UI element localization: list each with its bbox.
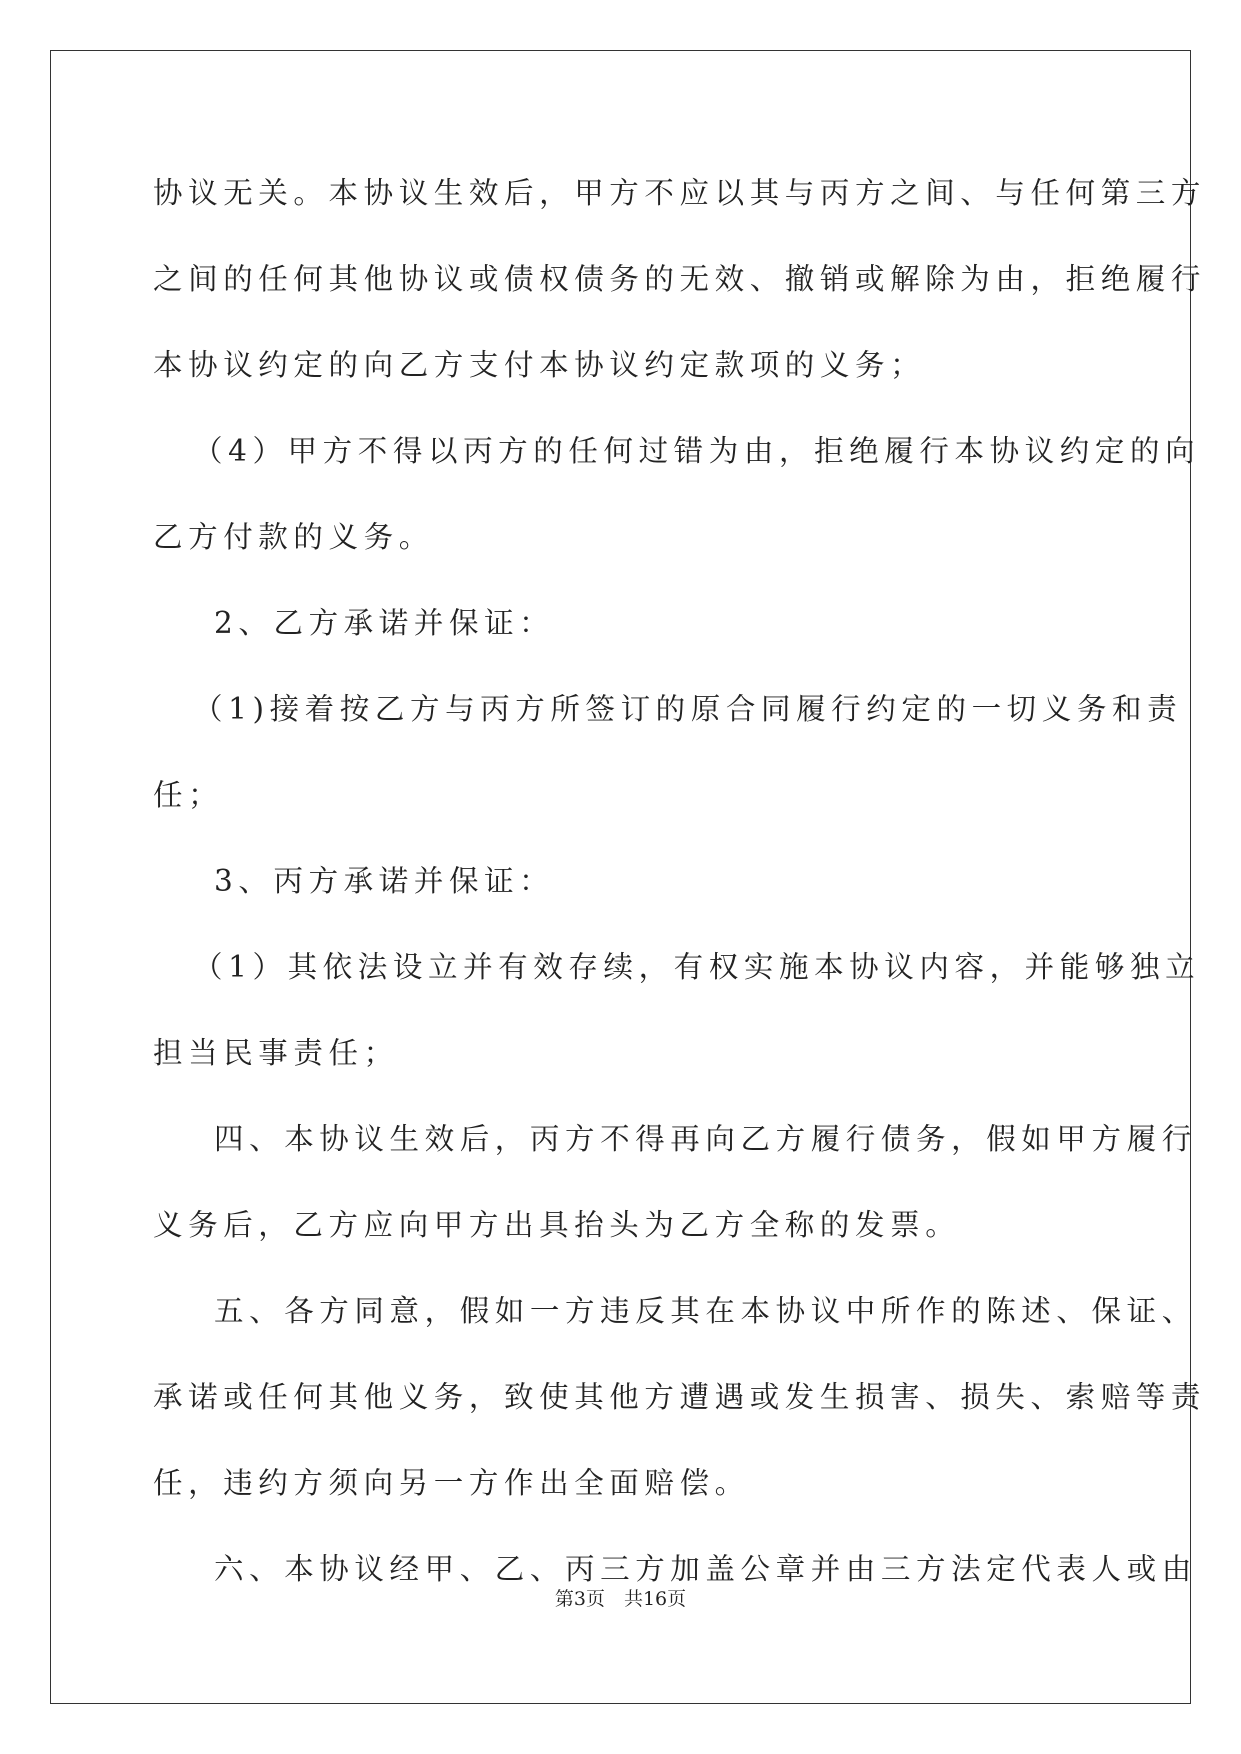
text-line: 之间的任何其他协议或债权债务的无效、撤销或解除为由，拒绝履行 [153, 262, 1207, 296]
text-line: 乙方付款的义务。 [153, 520, 434, 554]
text-line: 担当民事责任； [153, 1036, 399, 1070]
text-line: 六、本协议经甲、乙、丙三方加盖公章并由三方法定代表人或由 [214, 1552, 1197, 1586]
text-line: 五、各方同意，假如一方违反其在本协议中所作的陈述、保证、 [214, 1294, 1197, 1328]
text-line: 2、乙方承诺并保证： [214, 606, 555, 640]
text-line: 3、丙方承诺并保证： [214, 864, 555, 898]
text-line: 四、本协议生效后，丙方不得再向乙方履行债务，假如甲方履行 [214, 1122, 1197, 1156]
text-line: 协议无关。本协议生效后，甲方不应以其与丙方之间、与任何第三方 [153, 176, 1207, 210]
text-line: （4）甲方不得以丙方的任何过错为由，拒绝履行本协议约定的向 [193, 434, 1201, 468]
text-line: 任，违约方须向另一方作出全面赔偿。 [153, 1466, 750, 1500]
document-body [153, 164, 1207, 1626]
text-line: 承诺或任何其他义务，致使其他方遭遇或发生损害、损失、索赔等责 [153, 1380, 1207, 1414]
text-line: 本协议约定的向乙方支付本协议约定款项的义务； [153, 348, 926, 382]
text-line: 任； [153, 778, 224, 812]
text-line: 义务后，乙方应向甲方出具抬头为乙方全称的发票。 [153, 1208, 961, 1242]
text-line: （1）其依法设立并有效存续，有权实施本协议内容，并能够独立 [193, 950, 1201, 984]
page-number-footer: 第3页 共16页 [554, 1588, 687, 1610]
text-line: （1)接着按乙方与丙方所签订的原合同履行约定的一切义务和责 [193, 692, 1183, 726]
